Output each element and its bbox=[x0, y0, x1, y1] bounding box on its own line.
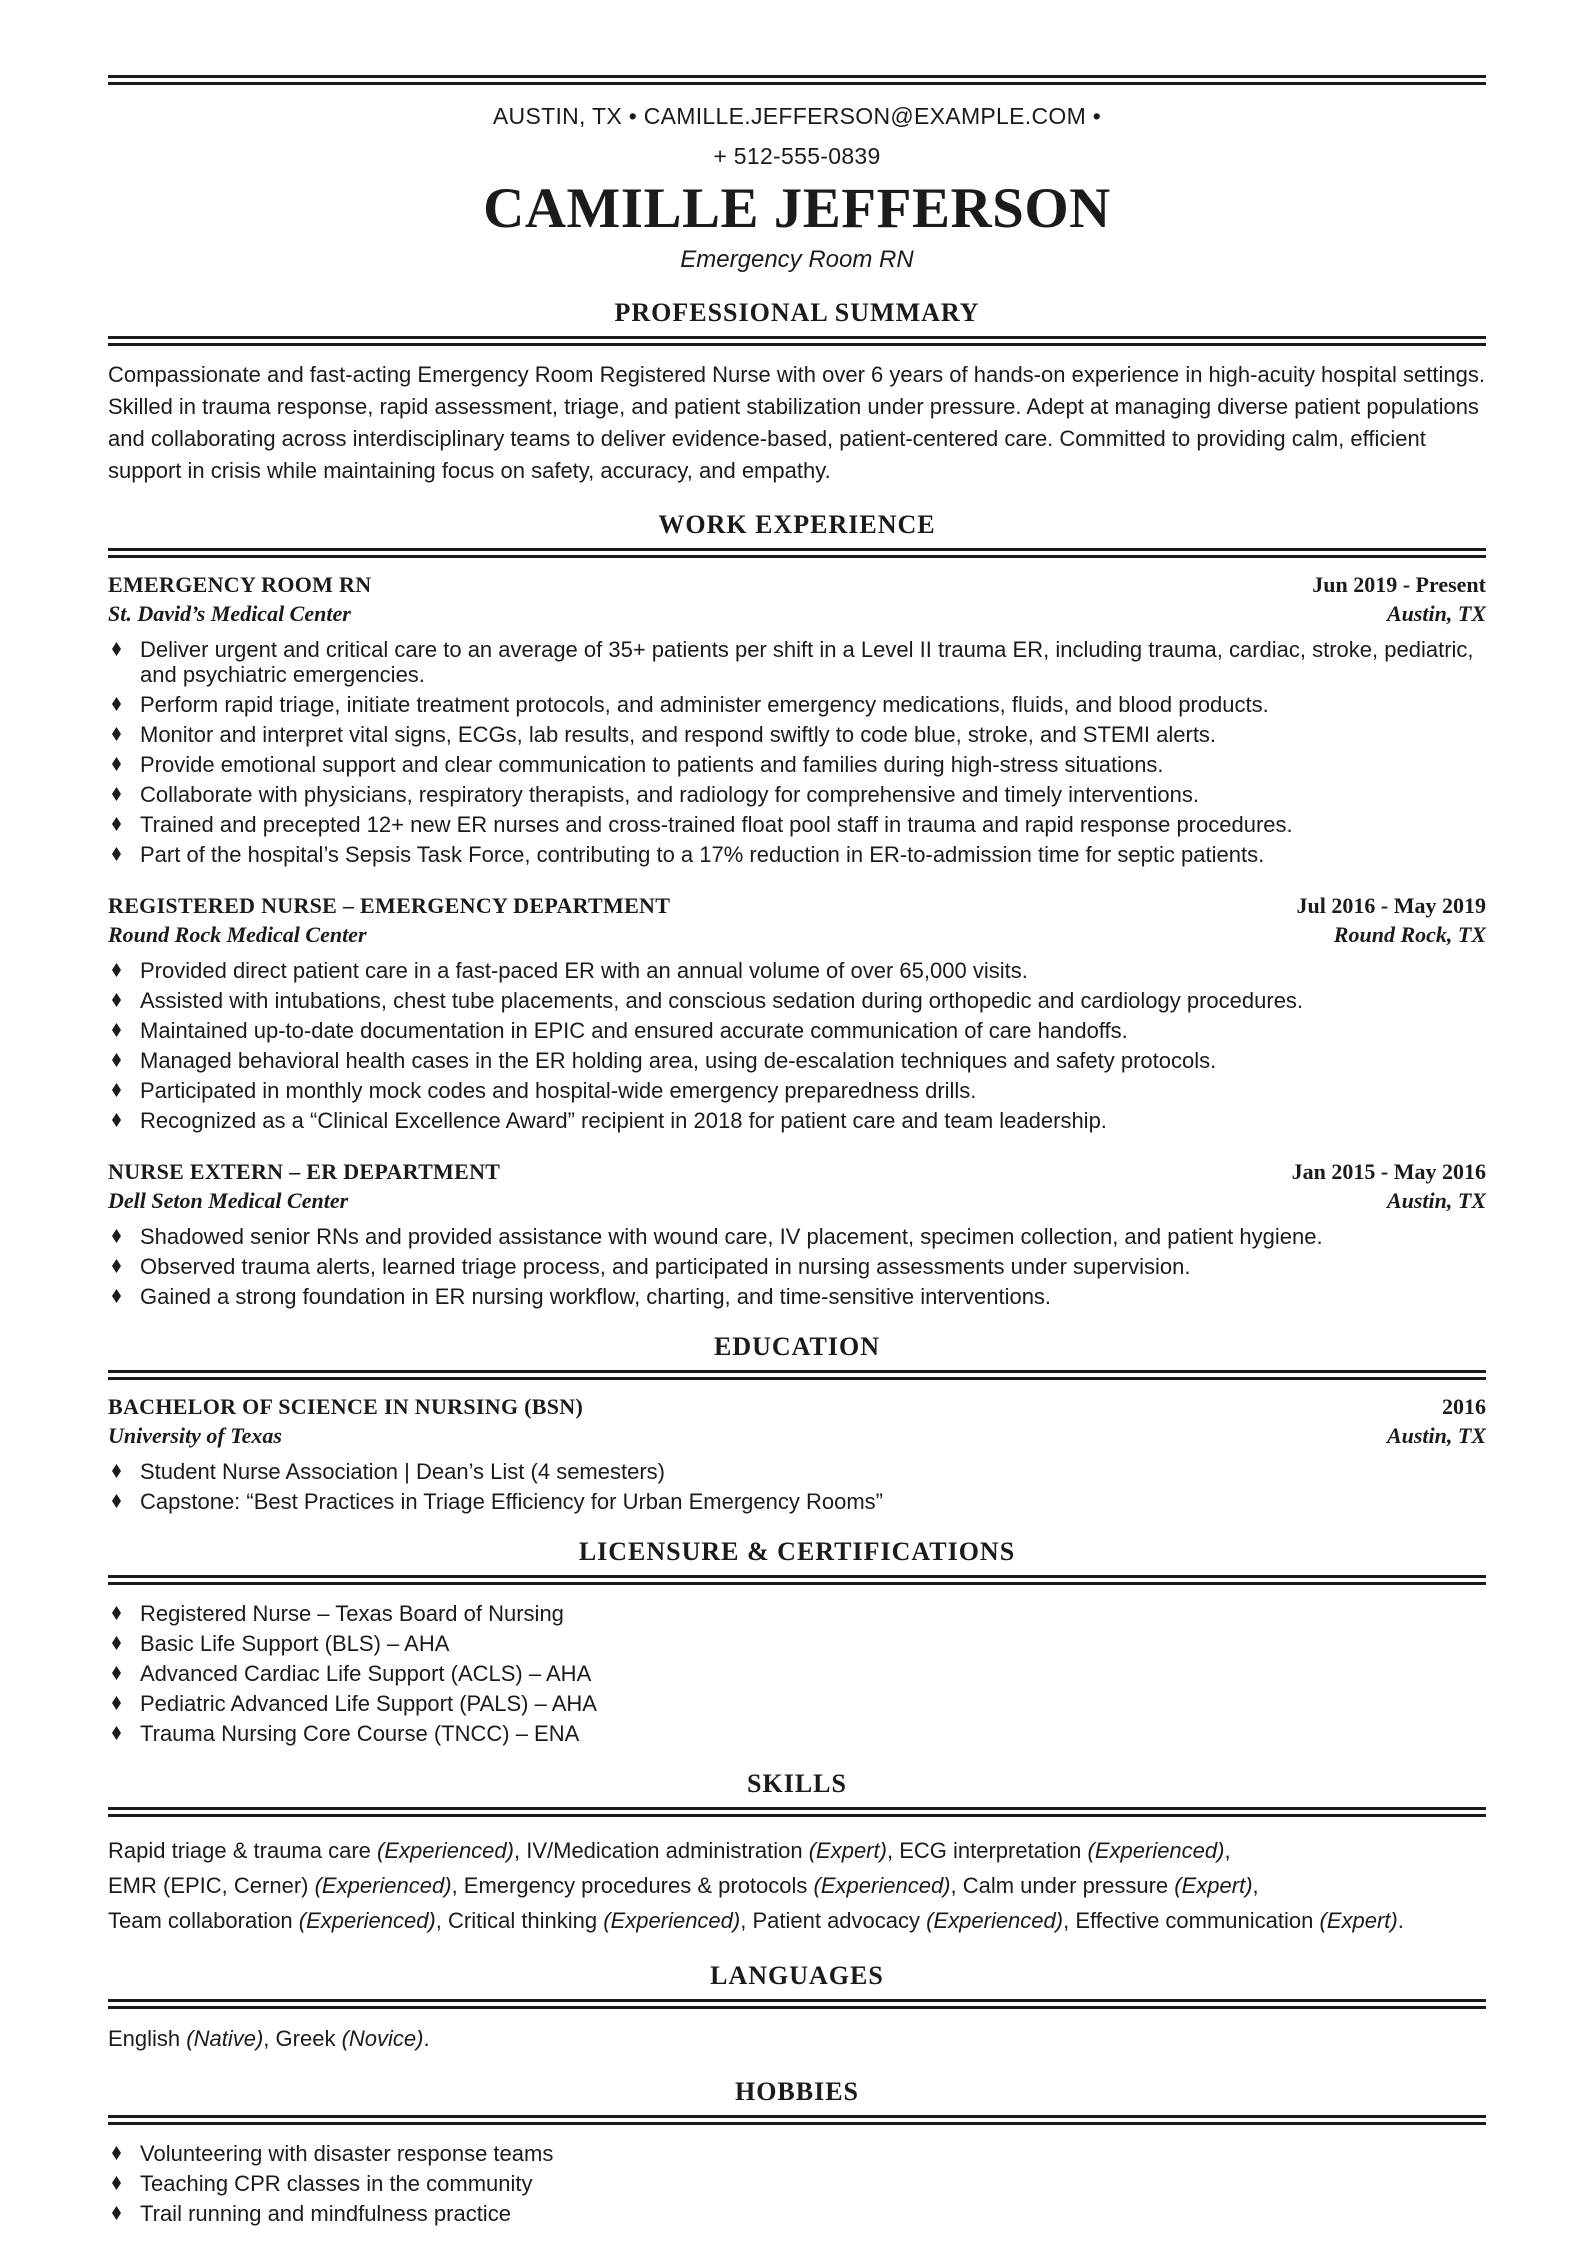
bullet-diamond-icon bbox=[112, 2206, 121, 2220]
entry-right bbox=[1367, 1392, 1486, 1450]
bullet-diamond-icon bbox=[112, 1083, 121, 1097]
skill-level: (Experienced) bbox=[377, 1838, 514, 1863]
list-item bbox=[108, 2141, 1486, 2166]
bullet-diamond-icon bbox=[112, 757, 121, 771]
skill-item: ECG interpretation (Experienced), bbox=[899, 1838, 1231, 1863]
top-rule bbox=[108, 75, 1486, 85]
entry-bullets bbox=[108, 637, 1486, 867]
skill-name: English bbox=[108, 2026, 181, 2051]
entry-left bbox=[108, 570, 371, 628]
bullet-diamond-icon bbox=[112, 1494, 121, 1508]
entry-title: NURSE EXTERN – ER DEPARTMENT bbox=[108, 1159, 501, 1184]
hobbies-rule bbox=[108, 2115, 1486, 2125]
list-item bbox=[108, 692, 1486, 717]
bullet-text: Recognized as a “Clinical Excellence Award” recipient in 2018 for patient care and team leadership. bbox=[140, 1108, 1107, 1133]
contact-line-1: AUSTIN, TX • CAMILLE.JEFFERSON@EXAMPLE.COM • bbox=[492, 103, 1102, 129]
entry-bullets bbox=[108, 1224, 1486, 1309]
skill-item: Team collaboration (Experienced), bbox=[108, 1908, 448, 1933]
entry-company: St. David’s Medical Center bbox=[108, 601, 351, 626]
bullet-text: Part of the hospital’s Sepsis Task Force, contributing to a 17% reduction in ER-to-admission time for septic patients. bbox=[140, 842, 1265, 867]
entry-company: Round Rock Medical Center bbox=[108, 922, 367, 947]
bullet-text: Collaborate with physicians, respiratory therapists, and radiology for comprehensive and timely interventions. bbox=[140, 782, 1199, 807]
bullet-text: Perform rapid triage, initiate treatment protocols, and administer emergency medications, fluids, and blood products. bbox=[140, 692, 1269, 717]
skill-level: (Expert) bbox=[1319, 1908, 1398, 1933]
summary-rule bbox=[108, 336, 1486, 346]
skill-level: (Novice) bbox=[341, 2026, 424, 2051]
list-item bbox=[108, 752, 1486, 777]
languages-text bbox=[108, 2024, 1486, 2054]
bullet-text: Advanced Cardiac Life Support (ACLS) – AHA bbox=[140, 1661, 592, 1686]
candidate-name: CAMILLE JEFFERSON bbox=[483, 177, 1111, 240]
bullet-text: Deliver urgent and critical care to an average of 35+ patients per shift in a Level II trauma ER, including trauma, cardiac, stroke, pediatric, and psychiatric emergencies. bbox=[140, 637, 1474, 687]
bullet-text: Volunteering with disaster response teams bbox=[140, 2141, 554, 2166]
bullet-diamond-icon bbox=[112, 1229, 121, 1243]
entry-dates: Jun 2019 - Present bbox=[1312, 572, 1486, 597]
section-title-work-experience: WORK EXPERIENCE bbox=[658, 510, 936, 539]
bullet-text: Monitor and interpret vital signs, ECGs, lab results, and respond swiftly to code blue, stroke, and STEMI alerts. bbox=[140, 722, 1217, 747]
bullet-text: Trained and precepted 12+ new ER nurses and cross-trained float pool staff in trauma and rapid response procedures. bbox=[140, 812, 1293, 837]
skill-name: Emergency procedures & protocols bbox=[463, 1873, 808, 1898]
bullet-diamond-icon bbox=[112, 1726, 121, 1740]
skill-level: (Experienced) bbox=[926, 1908, 1064, 1933]
bullet-diamond-icon bbox=[112, 642, 121, 656]
skill-item: IV/Medication administration (Expert), bbox=[526, 1838, 900, 1863]
skill-level: (Expert) bbox=[808, 1838, 887, 1863]
bullet-text: Provide emotional support and clear communication to patients and families during high-stress situations. bbox=[140, 752, 1164, 777]
list-item bbox=[108, 958, 1486, 983]
section-title-professional-summary: PROFESSIONAL SUMMARY bbox=[614, 298, 980, 327]
entry bbox=[108, 1157, 1486, 1309]
certifications-list bbox=[108, 1601, 1486, 1746]
bullet-diamond-icon bbox=[112, 993, 121, 1007]
contact-line-2: + 512-555-0839 bbox=[713, 143, 881, 169]
bullet-text: Trail running and mindfulness practice bbox=[140, 2201, 511, 2226]
bullet-diamond-icon bbox=[112, 1023, 121, 1037]
experience-entries bbox=[108, 570, 1486, 1309]
skill-name: Team collaboration bbox=[108, 1908, 293, 1933]
summary-text: Compassionate and fast-acting Emergency Room Registered Nurse with over 6 years of hands-on experience in high-acuity hospital settings. Skilled in trauma response, rapid assessment, triage, and patient stabilization under pressure. Adept at managing diverse patient populations and collaborating across interdisciplinary teams to deliver evidence-based, patient-centered care. Committed to providing calm, efficient support in crisis while maintaining focus on safety, accuracy, and empathy. bbox=[108, 362, 1485, 483]
section-title-education: EDUCATION bbox=[714, 1332, 880, 1361]
list-item bbox=[108, 1601, 1486, 1626]
candidate-role: Emergency Room RN bbox=[680, 246, 914, 273]
entry-left bbox=[108, 1157, 500, 1215]
skill-item: Emergency procedures & protocols (Experienced), bbox=[463, 1873, 963, 1898]
list-item bbox=[108, 988, 1486, 1013]
entry bbox=[108, 1392, 1486, 1514]
skill-item: Rapid triage & trauma care (Experienced), bbox=[108, 1838, 527, 1863]
bullet-diamond-icon bbox=[112, 1259, 121, 1273]
entry-header bbox=[108, 1157, 1486, 1215]
entry bbox=[108, 891, 1486, 1133]
bullet-diamond-icon bbox=[112, 1113, 121, 1127]
bullet-diamond-icon bbox=[112, 847, 121, 861]
skill-item: English (Native), bbox=[108, 2026, 276, 2051]
section-title-skills: SKILLS bbox=[747, 1769, 847, 1798]
list-item bbox=[108, 1224, 1486, 1249]
list-item bbox=[108, 1048, 1486, 1073]
list-item bbox=[108, 782, 1486, 807]
entry-dates: 2016 bbox=[1442, 1394, 1486, 1419]
bullet-text: Gained a strong foundation in ER nursing workflow, charting, and time-sensitive interventions. bbox=[140, 1284, 1052, 1309]
skill-item: Calm under pressure (Expert), bbox=[962, 1873, 1259, 1898]
languages-rule bbox=[108, 1999, 1486, 2009]
bullet-text: Maintained up-to-date documentation in EPIC and ensured accurate communication of care handoffs. bbox=[140, 1018, 1128, 1043]
experience-rule bbox=[108, 548, 1486, 558]
bullet-text: Managed behavioral health cases in the ER holding area, using de-escalation techniques and safety protocols. bbox=[140, 1048, 1217, 1073]
skill-name: ECG interpretation bbox=[899, 1838, 1082, 1863]
list-item bbox=[108, 1661, 1486, 1686]
entry-location: Austin, TX bbox=[1386, 1188, 1486, 1213]
bullet-text: Pediatric Advanced Life Support (PALS) – AHA bbox=[140, 1691, 597, 1716]
bullet-text: Shadowed senior RNs and provided assistance with wound care, IV placement, specimen collection, and patient hygiene. bbox=[140, 1224, 1323, 1249]
skill-item: Effective communication (Expert). bbox=[1075, 1908, 1404, 1933]
list-item bbox=[108, 1489, 1486, 1514]
entry-company: University of Texas bbox=[108, 1423, 282, 1448]
entry-location: Austin, TX bbox=[1386, 601, 1486, 626]
skill-name: EMR (EPIC, Cerner) bbox=[108, 1873, 309, 1898]
education-rule bbox=[108, 1370, 1486, 1380]
skill-name: Effective communication bbox=[1075, 1908, 1314, 1933]
entry-title: REGISTERED NURSE – EMERGENCY DEPARTMENT bbox=[108, 893, 671, 918]
skill-name: Rapid triage & trauma care bbox=[108, 1838, 371, 1863]
skill-level: (Native) bbox=[186, 2026, 264, 2051]
section-title-languages: LANGUAGES bbox=[710, 1961, 884, 1990]
list-item bbox=[108, 1108, 1486, 1133]
bullet-text: Assisted with intubations, chest tube placements, and conscious sedation during orthopedic and cardiology procedures. bbox=[140, 988, 1304, 1013]
list-item bbox=[108, 1631, 1486, 1656]
skill-level: (Experienced) bbox=[813, 1873, 951, 1898]
bullet-diamond-icon bbox=[112, 963, 121, 977]
bullet-diamond-icon bbox=[112, 1289, 121, 1303]
bullet-text: Teaching CPR classes in the community bbox=[140, 2171, 533, 2196]
entry-location: Austin, TX bbox=[1386, 1423, 1486, 1448]
list-item bbox=[108, 1018, 1486, 1043]
bullet-diamond-icon bbox=[112, 697, 121, 711]
list-item bbox=[108, 1459, 1486, 1484]
bullet-diamond-icon bbox=[112, 787, 121, 801]
bullet-diamond-icon bbox=[112, 1666, 121, 1680]
skills-text bbox=[108, 1833, 1486, 1938]
bullet-diamond-icon bbox=[112, 1696, 121, 1710]
entry-header bbox=[108, 1392, 1486, 1450]
bullet-diamond-icon bbox=[112, 2146, 121, 2160]
skill-level: (Experienced) bbox=[1087, 1838, 1225, 1863]
skill-name: Greek bbox=[275, 2026, 336, 2051]
entry-right bbox=[1272, 1157, 1486, 1215]
bullet-text: Trauma Nursing Core Course (TNCC) – ENA bbox=[140, 1721, 580, 1746]
list-item bbox=[108, 2201, 1486, 2226]
skill-level: (Experienced) bbox=[603, 1908, 741, 1933]
list-item bbox=[108, 2171, 1486, 2196]
entry-dates: Jan 2015 - May 2016 bbox=[1291, 1159, 1486, 1184]
entry-right bbox=[1292, 570, 1486, 628]
section-title-hobbies: HOBBIES bbox=[734, 2077, 860, 2106]
entry-header bbox=[108, 570, 1486, 628]
entry-dates: Jul 2016 - May 2019 bbox=[1296, 893, 1486, 918]
entry-company: Dell Seton Medical Center bbox=[108, 1188, 349, 1213]
entry-bullets bbox=[108, 958, 1486, 1133]
bullet-text: Registered Nurse – Texas Board of Nursing bbox=[140, 1601, 564, 1626]
skill-name: Patient advocacy bbox=[752, 1908, 921, 1933]
education-entries bbox=[108, 1392, 1486, 1514]
skill-item: Patient advocacy (Experienced), bbox=[752, 1908, 1076, 1933]
bullet-text: Observed trauma alerts, learned triage process, and participated in nursing assessments under supervision. bbox=[140, 1254, 1191, 1279]
entry-left bbox=[108, 1392, 583, 1450]
bullet-diamond-icon bbox=[112, 1053, 121, 1067]
entry-bullets bbox=[108, 1459, 1486, 1514]
skill-name: Critical thinking bbox=[447, 1908, 598, 1933]
list-item bbox=[108, 1721, 1486, 1746]
list-item bbox=[108, 1078, 1486, 1103]
entry-left bbox=[108, 891, 670, 949]
section-title-licensure-certifications: LICENSURE & CERTIFICATIONS bbox=[578, 1537, 1016, 1566]
list-item bbox=[108, 637, 1486, 687]
hobbies-list bbox=[108, 2141, 1486, 2226]
entry-title: BACHELOR OF SCIENCE IN NURSING (BSN) bbox=[108, 1394, 584, 1419]
bullet-diamond-icon bbox=[112, 817, 121, 831]
skill-level: (Experienced) bbox=[314, 1873, 452, 1898]
entry-title: EMERGENCY ROOM RN bbox=[108, 572, 372, 597]
contact-info bbox=[108, 96, 1486, 176]
skill-name: Calm under pressure bbox=[962, 1873, 1169, 1898]
list-item bbox=[108, 1691, 1486, 1716]
list-item bbox=[108, 722, 1486, 747]
list-item bbox=[108, 812, 1486, 837]
bullet-diamond-icon bbox=[112, 1636, 121, 1650]
bullet-text: Basic Life Support (BLS) – AHA bbox=[140, 1631, 450, 1656]
list-item bbox=[108, 1254, 1486, 1279]
skill-item: Greek (Novice). bbox=[275, 2026, 430, 2051]
bullet-diamond-icon bbox=[112, 727, 121, 741]
bullet-text: Student Nurse Association | Dean’s List (4 semesters) bbox=[140, 1459, 665, 1484]
list-item bbox=[108, 1284, 1486, 1309]
bullet-diamond-icon bbox=[112, 2176, 121, 2190]
entry-location: Round Rock, TX bbox=[1333, 922, 1486, 947]
list-item bbox=[108, 842, 1486, 867]
entry-header bbox=[108, 891, 1486, 949]
certifications-rule bbox=[108, 1575, 1486, 1585]
skill-level: (Expert) bbox=[1174, 1873, 1253, 1898]
bullet-diamond-icon bbox=[112, 1464, 121, 1478]
bullet-text: Provided direct patient care in a fast-paced ER with an annual volume of over 65,000 visits. bbox=[140, 958, 1028, 983]
skill-name: IV/Medication administration bbox=[526, 1838, 803, 1863]
skills-rule bbox=[108, 1807, 1486, 1817]
bullet-diamond-icon bbox=[112, 1606, 121, 1620]
skill-item: Critical thinking (Experienced), bbox=[447, 1908, 753, 1933]
bullet-text: Capstone: “Best Practices in Triage Efficiency for Urban Emergency Rooms” bbox=[140, 1489, 884, 1514]
entry bbox=[108, 570, 1486, 867]
bullet-text: Participated in monthly mock codes and hospital-wide emergency preparedness drills. bbox=[140, 1078, 977, 1103]
skill-item: EMR (EPIC, Cerner) (Experienced), bbox=[108, 1873, 464, 1898]
entry-right bbox=[1277, 891, 1486, 949]
skill-level: (Experienced) bbox=[298, 1908, 436, 1933]
